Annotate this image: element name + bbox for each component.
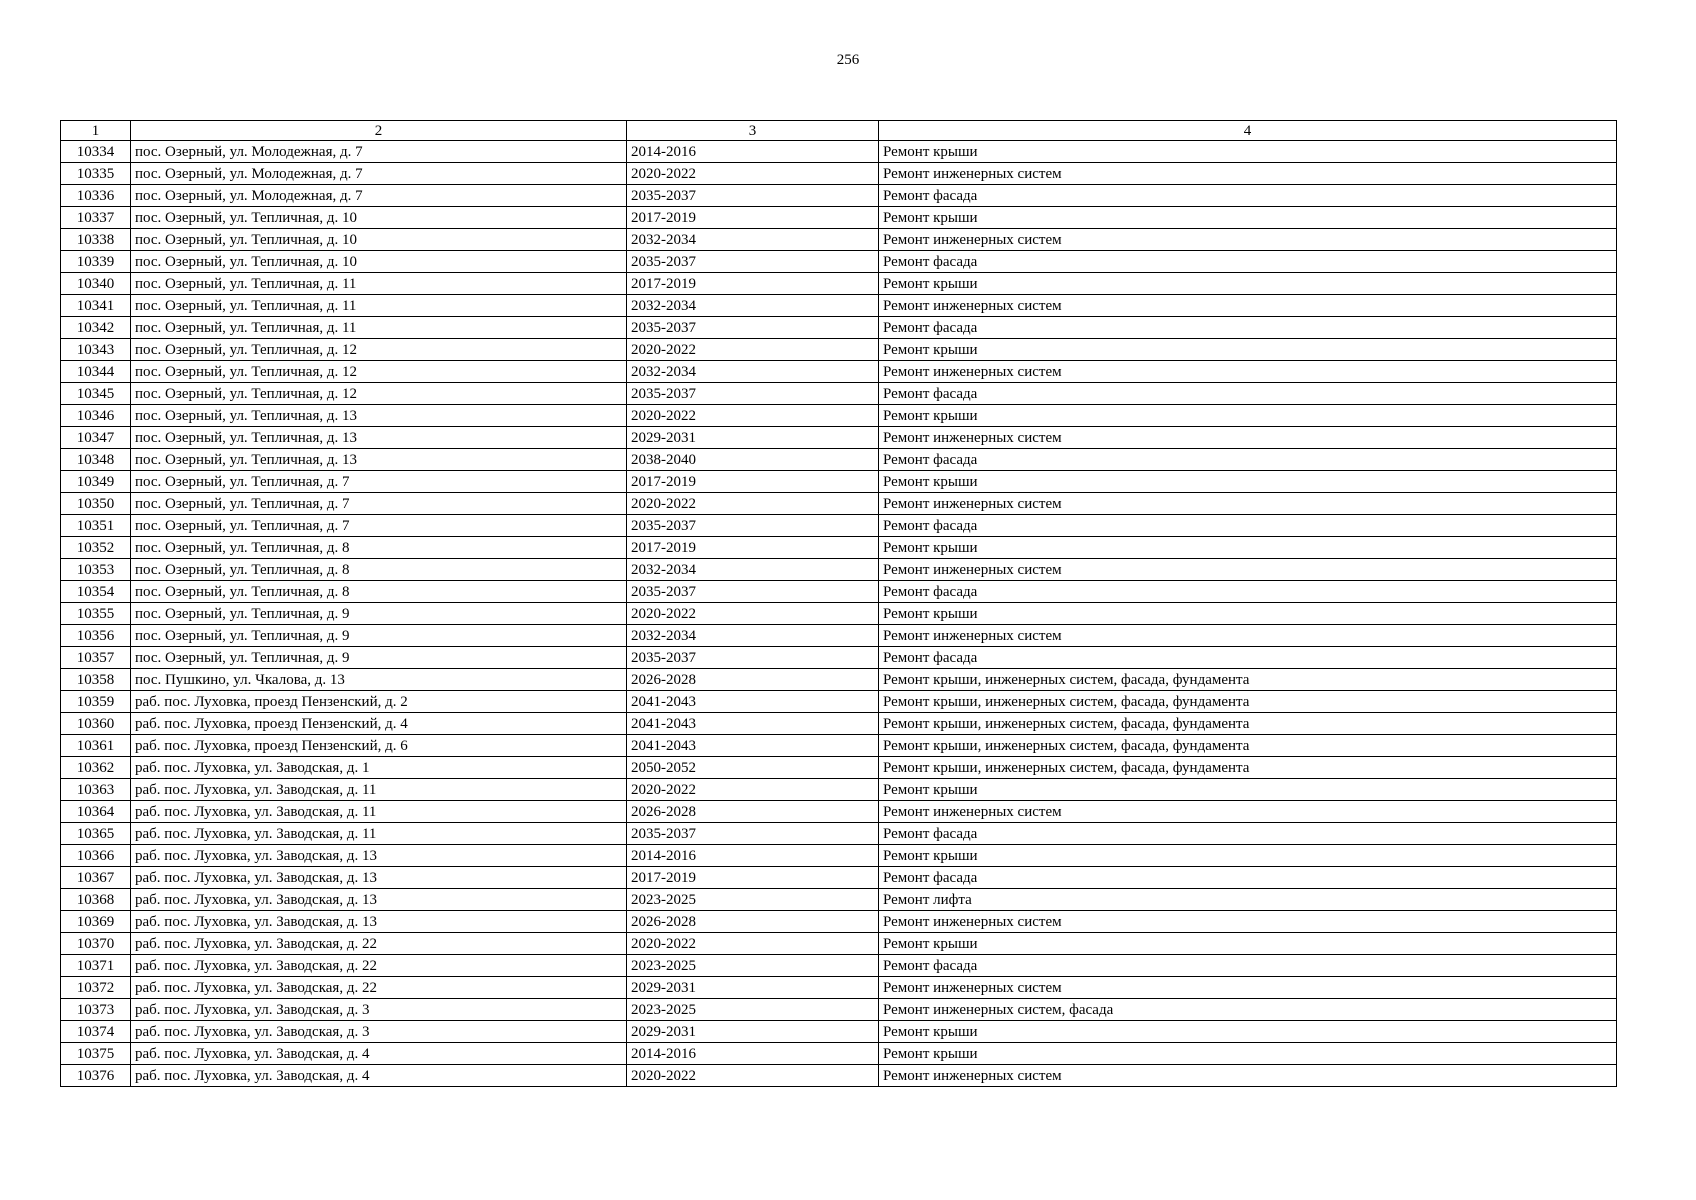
- row-work-type: Ремонт инженерных систем: [879, 801, 1617, 823]
- table-row: [61, 493, 1617, 515]
- row-number: 10369: [61, 911, 131, 933]
- table-row: [61, 207, 1617, 229]
- row-address: раб. пос. Луховка, ул. Заводская, д. 11: [131, 801, 627, 823]
- row-address: раб. пос. Луховка, ул. Заводская, д. 13: [131, 845, 627, 867]
- table-row: [61, 757, 1617, 779]
- row-period: 2014-2016: [627, 845, 879, 867]
- row-number: 10367: [61, 867, 131, 889]
- row-address: пос. Озерный, ул. Тепличная, д. 8: [131, 537, 627, 559]
- table-row: [61, 779, 1617, 801]
- row-work-type: Ремонт крыши: [879, 405, 1617, 427]
- row-number: 10340: [61, 273, 131, 295]
- row-work-type: Ремонт лифта: [879, 889, 1617, 911]
- row-address: раб. пос. Луховка, ул. Заводская, д. 1: [131, 757, 627, 779]
- row-period: 2020-2022: [627, 405, 879, 427]
- table-row: [61, 537, 1617, 559]
- table-row: [61, 251, 1617, 273]
- row-address: раб. пос. Луховка, ул. Заводская, д. 11: [131, 823, 627, 845]
- row-number: 10337: [61, 207, 131, 229]
- table-header: [61, 121, 1617, 141]
- column-header-3: 3: [627, 121, 879, 141]
- row-work-type: Ремонт инженерных систем: [879, 361, 1617, 383]
- row-period: 2029-2031: [627, 1021, 879, 1043]
- row-work-type: Ремонт крыши: [879, 1021, 1617, 1043]
- row-address: пос. Озерный, ул. Тепличная, д. 10: [131, 251, 627, 273]
- table-row: [61, 317, 1617, 339]
- row-work-type: Ремонт крыши: [879, 141, 1617, 163]
- row-address: раб. пос. Луховка, проезд Пензенский, д. 6: [131, 735, 627, 757]
- table-row: [61, 933, 1617, 955]
- row-address: пос. Озерный, ул. Тепличная, д. 8: [131, 559, 627, 581]
- row-number: 10354: [61, 581, 131, 603]
- row-number: 10361: [61, 735, 131, 757]
- row-period: 2020-2022: [627, 603, 879, 625]
- row-work-type: Ремонт инженерных систем: [879, 163, 1617, 185]
- table-row: [61, 691, 1617, 713]
- row-address: пос. Озерный, ул. Тепличная, д. 7: [131, 493, 627, 515]
- row-period: 2023-2025: [627, 999, 879, 1021]
- row-work-type: Ремонт фасада: [879, 955, 1617, 977]
- row-period: 2041-2043: [627, 713, 879, 735]
- row-number: 10364: [61, 801, 131, 823]
- row-address: раб. пос. Луховка, ул. Заводская, д. 3: [131, 999, 627, 1021]
- table-row: [61, 977, 1617, 999]
- row-address: пос. Озерный, ул. Тепличная, д. 13: [131, 405, 627, 427]
- row-work-type: Ремонт фасада: [879, 185, 1617, 207]
- table-row: [61, 581, 1617, 603]
- row-period: 2029-2031: [627, 977, 879, 999]
- row-period: 2020-2022: [627, 163, 879, 185]
- row-period: 2017-2019: [627, 273, 879, 295]
- row-address: пос. Озерный, ул. Тепличная, д. 10: [131, 207, 627, 229]
- row-work-type: Ремонт крыши, инженерных систем, фасада, фундамента: [879, 669, 1617, 691]
- row-work-type: Ремонт крыши, инженерных систем, фасада, фундамента: [879, 735, 1617, 757]
- row-period: 2032-2034: [627, 625, 879, 647]
- row-work-type: Ремонт крыши, инженерных систем, фасада, фундамента: [879, 691, 1617, 713]
- row-number: 10344: [61, 361, 131, 383]
- row-period: 2032-2034: [627, 559, 879, 581]
- row-work-type: Ремонт крыши: [879, 1043, 1617, 1065]
- row-number: 10353: [61, 559, 131, 581]
- row-work-type: Ремонт крыши: [879, 603, 1617, 625]
- row-number: 10352: [61, 537, 131, 559]
- row-number: 10355: [61, 603, 131, 625]
- row-work-type: Ремонт инженерных систем: [879, 1065, 1617, 1087]
- row-number: 10345: [61, 383, 131, 405]
- row-work-type: Ремонт крыши: [879, 537, 1617, 559]
- row-address: пос. Озерный, ул. Тепличная, д. 11: [131, 295, 627, 317]
- row-address: раб. пос. Луховка, ул. Заводская, д. 13: [131, 911, 627, 933]
- table-row: [61, 955, 1617, 977]
- row-work-type: Ремонт фасада: [879, 823, 1617, 845]
- table-row: [61, 647, 1617, 669]
- row-number: 10368: [61, 889, 131, 911]
- row-work-type: Ремонт крыши: [879, 471, 1617, 493]
- row-address: раб. пос. Луховка, ул. Заводская, д. 4: [131, 1065, 627, 1087]
- row-address: раб. пос. Луховка, проезд Пензенский, д. 4: [131, 713, 627, 735]
- table-row: [61, 1043, 1617, 1065]
- row-period: 2020-2022: [627, 493, 879, 515]
- row-address: пос. Озерный, ул. Тепличная, д. 7: [131, 515, 627, 537]
- row-period: 2017-2019: [627, 207, 879, 229]
- row-period: 2026-2028: [627, 911, 879, 933]
- table-row: [61, 471, 1617, 493]
- row-number: 10376: [61, 1065, 131, 1087]
- row-number: 10358: [61, 669, 131, 691]
- table-row: [61, 361, 1617, 383]
- row-period: 2020-2022: [627, 339, 879, 361]
- row-period: 2017-2019: [627, 867, 879, 889]
- column-header-1: 1: [61, 121, 131, 141]
- table-row: [61, 229, 1617, 251]
- row-address: пос. Озерный, ул. Молодежная, д. 7: [131, 163, 627, 185]
- table-row: [61, 405, 1617, 427]
- row-address: пос. Озерный, ул. Тепличная, д. 11: [131, 317, 627, 339]
- row-period: 2017-2019: [627, 471, 879, 493]
- row-period: 2035-2037: [627, 581, 879, 603]
- table-row: [61, 1021, 1617, 1043]
- row-period: 2032-2034: [627, 295, 879, 317]
- table-row: [61, 713, 1617, 735]
- row-work-type: Ремонт крыши, инженерных систем, фасада, фундамента: [879, 757, 1617, 779]
- row-period: 2023-2025: [627, 955, 879, 977]
- row-period: 2035-2037: [627, 383, 879, 405]
- row-number: 10350: [61, 493, 131, 515]
- row-work-type: Ремонт инженерных систем: [879, 911, 1617, 933]
- row-work-type: Ремонт инженерных систем: [879, 427, 1617, 449]
- row-period: 2032-2034: [627, 229, 879, 251]
- table-row: [61, 185, 1617, 207]
- column-header-4: 4: [879, 121, 1617, 141]
- table-row: [61, 735, 1617, 757]
- row-work-type: Ремонт инженерных систем, фасада: [879, 999, 1617, 1021]
- row-address: пос. Озерный, ул. Тепличная, д. 12: [131, 361, 627, 383]
- row-number: 10336: [61, 185, 131, 207]
- row-address: пос. Озерный, ул. Тепличная, д. 12: [131, 339, 627, 361]
- row-number: 10370: [61, 933, 131, 955]
- table-row: [61, 845, 1617, 867]
- row-number: 10334: [61, 141, 131, 163]
- row-number: 10366: [61, 845, 131, 867]
- row-number: 10349: [61, 471, 131, 493]
- table-row: [61, 867, 1617, 889]
- row-period: 2041-2043: [627, 691, 879, 713]
- row-work-type: Ремонт фасада: [879, 515, 1617, 537]
- table-row: [61, 1065, 1617, 1087]
- row-work-type: Ремонт крыши: [879, 845, 1617, 867]
- row-address: пос. Озерный, ул. Тепличная, д. 13: [131, 427, 627, 449]
- table-row: [61, 911, 1617, 933]
- row-period: 2035-2037: [627, 823, 879, 845]
- row-period: 2026-2028: [627, 669, 879, 691]
- row-address: раб. пос. Луховка, ул. Заводская, д. 3: [131, 1021, 627, 1043]
- table-row: [61, 999, 1617, 1021]
- table-row: [61, 427, 1617, 449]
- row-work-type: Ремонт крыши: [879, 933, 1617, 955]
- row-number: 10365: [61, 823, 131, 845]
- row-work-type: Ремонт крыши, инженерных систем, фасада, фундамента: [879, 713, 1617, 735]
- row-work-type: Ремонт крыши: [879, 779, 1617, 801]
- row-period: 2014-2016: [627, 1043, 879, 1065]
- row-number: 10357: [61, 647, 131, 669]
- table-row: [61, 823, 1617, 845]
- row-period: 2020-2022: [627, 779, 879, 801]
- table-body: [61, 141, 1617, 1087]
- row-address: пос. Озерный, ул. Тепличная, д. 8: [131, 581, 627, 603]
- row-period: 2038-2040: [627, 449, 879, 471]
- page-number: 256: [836, 52, 860, 68]
- row-period: 2026-2028: [627, 801, 879, 823]
- row-address: пос. Озерный, ул. Молодежная, д. 7: [131, 185, 627, 207]
- row-address: раб. пос. Луховка, проезд Пензенский, д. 2: [131, 691, 627, 713]
- row-number: 10348: [61, 449, 131, 471]
- row-address: пос. Озерный, ул. Тепличная, д. 10: [131, 229, 627, 251]
- row-work-type: Ремонт инженерных систем: [879, 559, 1617, 581]
- table-row: [61, 669, 1617, 691]
- row-address: пос. Озерный, ул. Тепличная, д. 7: [131, 471, 627, 493]
- table-row: [61, 163, 1617, 185]
- row-period: 2050-2052: [627, 757, 879, 779]
- table-row: [61, 273, 1617, 295]
- row-period: 2035-2037: [627, 515, 879, 537]
- row-address: пос. Озерный, ул. Тепличная, д. 11: [131, 273, 627, 295]
- row-number: 10360: [61, 713, 131, 735]
- row-address: раб. пос. Луховка, ул. Заводская, д. 13: [131, 867, 627, 889]
- table-row: [61, 559, 1617, 581]
- row-work-type: Ремонт крыши: [879, 339, 1617, 361]
- table-row: [61, 295, 1617, 317]
- row-period: 2020-2022: [627, 933, 879, 955]
- row-work-type: Ремонт инженерных систем: [879, 977, 1617, 999]
- row-work-type: Ремонт фасада: [879, 647, 1617, 669]
- row-period: 2020-2022: [627, 1065, 879, 1087]
- row-address: пос. Озерный, ул. Тепличная, д. 13: [131, 449, 627, 471]
- row-number: 10372: [61, 977, 131, 999]
- row-address: раб. пос. Луховка, ул. Заводская, д. 13: [131, 889, 627, 911]
- row-address: пос. Озерный, ул. Тепличная, д. 9: [131, 603, 627, 625]
- row-number: 10356: [61, 625, 131, 647]
- row-number: 10363: [61, 779, 131, 801]
- row-number: 10346: [61, 405, 131, 427]
- row-number: 10375: [61, 1043, 131, 1065]
- table-row: [61, 889, 1617, 911]
- row-address: раб. пос. Луховка, ул. Заводская, д. 22: [131, 977, 627, 999]
- row-address: пос. Озерный, ул. Тепличная, д. 9: [131, 625, 627, 647]
- row-address: раб. пос. Луховка, ул. Заводская, д. 11: [131, 779, 627, 801]
- table-row: [61, 449, 1617, 471]
- row-period: 2035-2037: [627, 647, 879, 669]
- row-number: 10362: [61, 757, 131, 779]
- row-work-type: Ремонт инженерных систем: [879, 229, 1617, 251]
- header-row: [61, 121, 1617, 141]
- row-work-type: Ремонт инженерных систем: [879, 295, 1617, 317]
- row-period: 2035-2037: [627, 185, 879, 207]
- table-row: [61, 801, 1617, 823]
- table-row: [61, 141, 1617, 163]
- row-number: 10359: [61, 691, 131, 713]
- row-address: раб. пос. Луховка, ул. Заводская, д. 4: [131, 1043, 627, 1065]
- row-number: 10343: [61, 339, 131, 361]
- table-row: [61, 603, 1617, 625]
- row-work-type: Ремонт фасада: [879, 449, 1617, 471]
- row-work-type: Ремонт крыши: [879, 273, 1617, 295]
- table-row: [61, 339, 1617, 361]
- row-number: 10347: [61, 427, 131, 449]
- row-number: 10335: [61, 163, 131, 185]
- row-period: 2029-2031: [627, 427, 879, 449]
- row-address: пос. Озерный, ул. Молодежная, д. 7: [131, 141, 627, 163]
- table-row: [61, 515, 1617, 537]
- row-work-type: Ремонт инженерных систем: [879, 493, 1617, 515]
- row-number: 10342: [61, 317, 131, 339]
- row-work-type: Ремонт фасада: [879, 251, 1617, 273]
- row-number: 10351: [61, 515, 131, 537]
- row-number: 10341: [61, 295, 131, 317]
- row-period: 2041-2043: [627, 735, 879, 757]
- row-address: пос. Пушкино, ул. Чкалова, д. 13: [131, 669, 627, 691]
- row-work-type: Ремонт крыши: [879, 207, 1617, 229]
- row-work-type: Ремонт инженерных систем: [879, 625, 1617, 647]
- row-work-type: Ремонт фасада: [879, 581, 1617, 603]
- row-number: 10371: [61, 955, 131, 977]
- row-period: 2014-2016: [627, 141, 879, 163]
- row-work-type: Ремонт фасада: [879, 867, 1617, 889]
- row-number: 10338: [61, 229, 131, 251]
- row-period: 2035-2037: [627, 317, 879, 339]
- repair-schedule-table: [60, 120, 1617, 1087]
- row-period: 2035-2037: [627, 251, 879, 273]
- row-period: 2032-2034: [627, 361, 879, 383]
- row-work-type: Ремонт фасада: [879, 383, 1617, 405]
- row-period: 2023-2025: [627, 889, 879, 911]
- table-row: [61, 625, 1617, 647]
- row-period: 2017-2019: [627, 537, 879, 559]
- row-number: 10339: [61, 251, 131, 273]
- row-address: раб. пос. Луховка, ул. Заводская, д. 22: [131, 933, 627, 955]
- row-number: 10373: [61, 999, 131, 1021]
- row-address: пос. Озерный, ул. Тепличная, д. 9: [131, 647, 627, 669]
- column-header-2: 2: [131, 121, 627, 141]
- row-number: 10374: [61, 1021, 131, 1043]
- table-row: [61, 383, 1617, 405]
- row-work-type: Ремонт фасада: [879, 317, 1617, 339]
- row-address: пос. Озерный, ул. Тепличная, д. 12: [131, 383, 627, 405]
- row-address: раб. пос. Луховка, ул. Заводская, д. 22: [131, 955, 627, 977]
